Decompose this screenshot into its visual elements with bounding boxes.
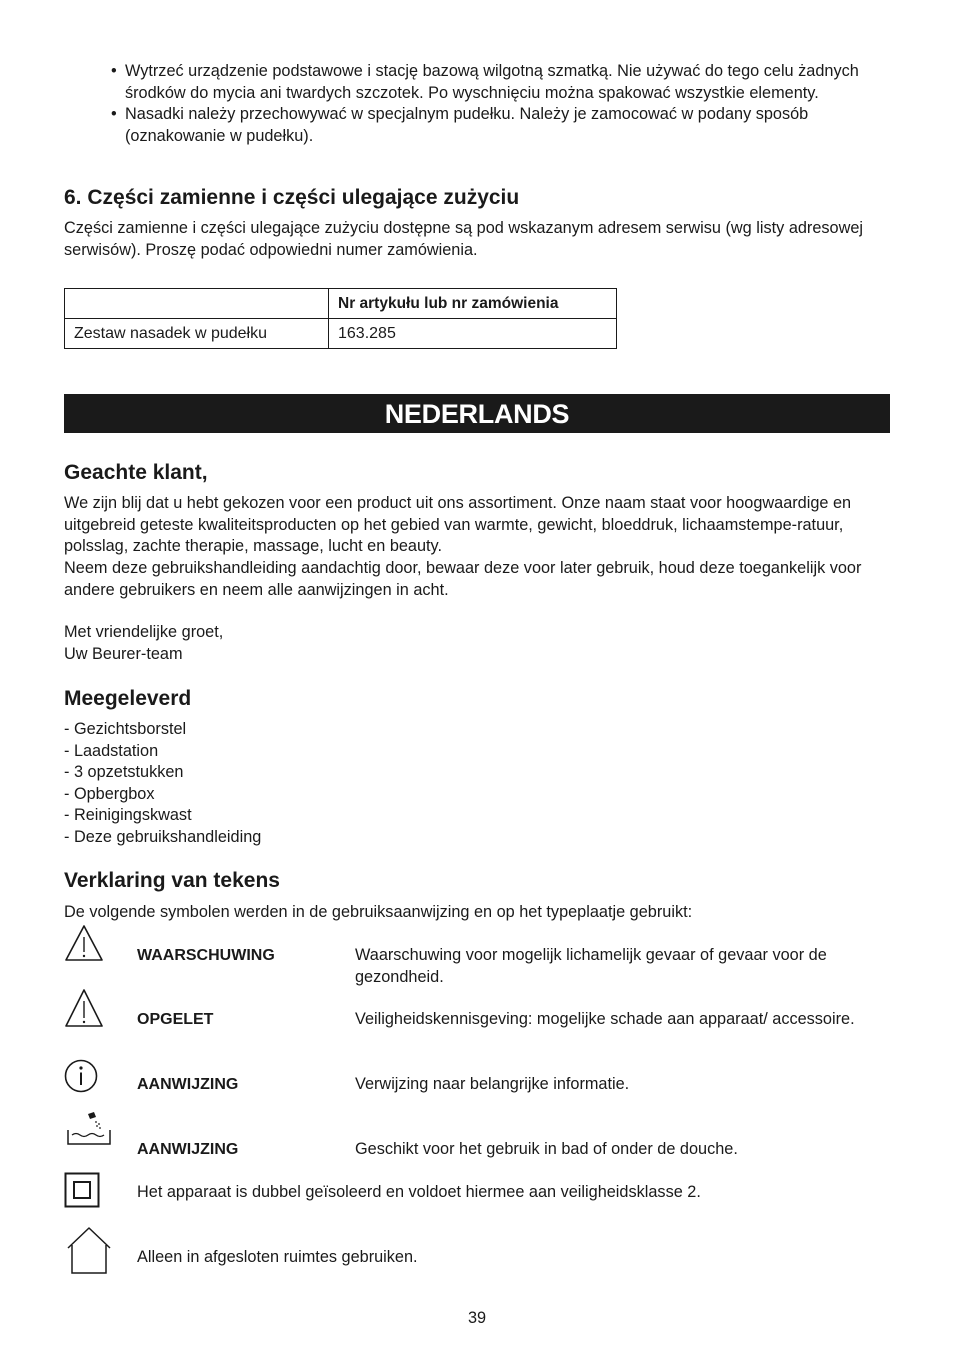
symbol-description: Veiligheidskennisgeving: mogelijke schade aan apparaat/ accessoire. [355,1010,855,1028]
list-item [111,61,881,104]
bullet-text: Wytrzeć urządzenie podstawowe i stację bazową wilgotną szmatką. Nie używać do tego celu żadnych środków do mycia ani twardych szczotek. Po wyschnięciu można spakować wszystkie elementy. [125,62,859,102]
list-item: - Opbergbox [64,784,155,803]
list-item: - Reinigingskwast [64,806,192,825]
bullet-mark: • [111,105,117,124]
cleaning-bullets [111,61,881,147]
indoor-use-house-icon [66,1226,112,1276]
list-item: - Laadstation [64,741,159,760]
list-item: - 3 opzetstukken [64,763,184,782]
list-item: - Deze gebruikshandleiding [64,827,262,846]
section-heading: 6. Części zamienne i części ulegające zużyciu [64,186,520,209]
table-header-cell: Nr artykułu lub nr zamówienia [329,289,617,319]
double-insulation-icon [64,1172,100,1208]
info-circle-icon [64,1059,98,1093]
greeting-heading: Geachte klant, [64,461,208,484]
symbol-description: Alleen in afgesloten ruimtes gebruiken. [137,1248,418,1266]
symbol-description: Verwijzing naar belangrijke informatie. [355,1075,630,1093]
table-header-cell [65,289,329,319]
symbol-name: AANWIJZING [137,1076,239,1093]
symbols-heading: Verklaring van tekens [64,869,280,892]
warning-triangle-icon [64,924,104,962]
greeting-paragraph: Neem deze gebruikshandleiding aandachtig door, bewaar deze voor later gebruik, houd deze toegankelijk voor andere gebruikers en neem alle aanwijzingen in acht. [64,559,862,599]
symbol-description: Geschikt voor het gebruik in bad of onder de douche. [355,1140,738,1158]
table-header-row [65,289,617,319]
language-banner: NEDERLANDS [64,394,890,433]
caution-triangle-icon [64,988,104,1028]
closing-line: Uw Beurer-team [64,645,183,663]
page-number: 39 [467,1309,487,1327]
bullet-mark: • [111,62,117,80]
symbol-description: Waarschuwing voor mogelijk lichamelijk gevaar of gevaar voor de gezondheid. [355,946,827,986]
table-row [65,319,617,349]
closing-line: Met vriendelijke groet, [64,623,224,641]
delivered-list [64,719,261,849]
list-item: - Gezichtsborstel [64,720,187,738]
section-text: Części zamienne i części ulegające zużyciu dostępne są pod wskazanym adresem serwisu (wg listy adresowej serwisów). Proszę podać odpowiedni numer zamówienia. [64,219,864,259]
table-cell: Zestaw nasadek w pudełku [65,319,329,349]
table-cell: 163.285 [329,319,617,349]
symbol-name: AANWIJZING [137,1141,239,1158]
bath-shower-icon [66,1110,112,1146]
bullet-text: Nasadki należy przechowywać w specjalnym pudełku. Należy je zamocować w podany sposób (oznakowanie w pudełku). [125,105,809,145]
greeting-paragraph: We zijn blij dat u hebt gekozen voor een product uit ons assortiment. Onze naam staat voor hoogwaardige en uitgebreid geteste kwaliteitsproducten op het gebied van warmte, gewicht, bloeddruk, lichaamstempe-ratuur, polsslag, zachte therapie, massage, lucht en beauty. [64,494,852,556]
symbol-name: WAARSCHUWING [137,947,275,964]
parts-table [64,288,617,349]
list-item [111,104,881,147]
symbol-name: OPGELET [137,1011,214,1028]
symbols-intro: De volgende symbolen werden in de gebruiksaanwijzing en op het typeplaatje gebruikt: [64,903,693,921]
symbol-description: Het apparaat is dubbel geïsoleerd en voldoet hiermee aan veiligheidsklasse 2. [137,1183,701,1201]
delivered-heading: Meegeleverd [64,687,192,710]
